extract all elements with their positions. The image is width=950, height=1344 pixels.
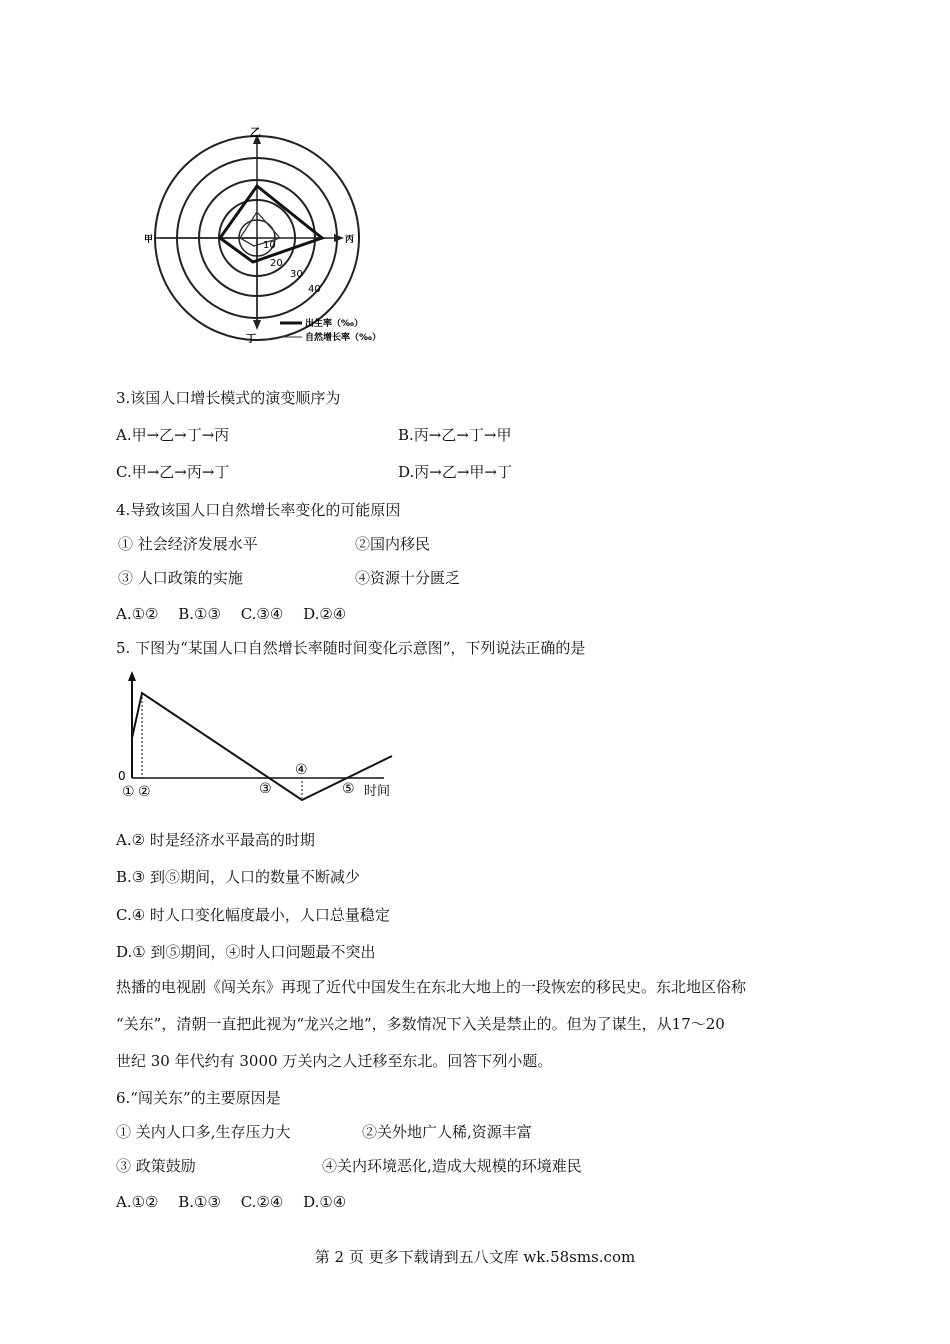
q6-item-3: ③ 政策鼓励: [116, 1157, 196, 1175]
chart-point-4: ④: [295, 762, 308, 778]
q5-option-a: A.② 时是经济水平最高的时期: [116, 831, 315, 849]
ring-label-10: 10: [263, 240, 276, 251]
q6-stem: 6.“闯关东”的主要原因是: [116, 1089, 281, 1107]
dir-right-label: 丙: [345, 235, 355, 245]
chart-xlabel: 时间: [364, 784, 391, 799]
q4-stem: 4.导致该国人口自然增长率变化的可能原因: [116, 501, 401, 519]
legend-natural-growth: 自然增长率（‰）: [305, 333, 381, 343]
q6-item-1: ① 关内人口多,生存压力大: [116, 1123, 291, 1141]
passage-line-3: 世纪 30 年代约有 3000 万关内之人迁移至东北。回答下列小题。: [116, 1052, 553, 1070]
ring-label-30: 30: [290, 269, 303, 280]
chart-point-3: ③: [259, 781, 272, 797]
ring-label-20: 20: [270, 258, 283, 269]
q4-item-4: ④资源十分匮乏: [355, 569, 461, 587]
q4-item-1: ① 社会经济发展水平: [118, 535, 258, 553]
q4-options: A.①② B.①③ C.③④ D.②④: [116, 605, 347, 623]
ring-label-40: 40: [308, 284, 321, 295]
chart-point-2: ②: [138, 784, 151, 800]
q5-option-b: B.③ 到⑤期间，人口的数量不断减少: [116, 868, 361, 886]
dir-left-label: 甲: [144, 235, 154, 245]
q4-item-2: ②国内移民: [355, 535, 431, 553]
q5-option-d: D.① 到⑤期间，④时人口问题最不突出: [116, 943, 376, 961]
passage-line-2: “关东”，清朝一直把此视为“龙兴之地”，多数情况下入关是禁止的。但为了谋生，从17～20: [116, 1015, 725, 1033]
q6-options: A.①② B.①③ C.②④ D.①④: [116, 1193, 347, 1211]
q3-option-b: B.丙→乙→丁→甲: [398, 426, 512, 444]
chart-point-5: ⑤: [342, 781, 355, 797]
q3-stem: 3.该国人口增长模式的演变顺序为: [116, 389, 341, 407]
page-footer: 第 2 页 更多下载请到五八文库 wk.58sms.com: [314, 1248, 636, 1266]
chart-point-1: ①: [122, 784, 135, 800]
dir-bottom-label: 丁: [246, 334, 256, 345]
growth-rate-chart: [112, 668, 412, 808]
q3-option-d: D.丙→乙→甲→丁: [398, 463, 512, 481]
q3-option-a: A.甲→乙→丁→丙: [116, 426, 230, 444]
q3-option-c: C.甲→乙→丙→丁: [116, 463, 230, 481]
population-circle-diagram: [130, 120, 410, 360]
q5-stem: 5. 下图为“某国人口自然增长率随时间变化示意图”，下列说法正确的是: [116, 639, 586, 657]
q4-item-3: ③ 人口政策的实施: [118, 569, 243, 587]
q6-item-4: ④关内环境恶化,造成大规模的环境难民: [322, 1157, 582, 1175]
chart-zero-label: 0: [118, 769, 126, 783]
passage-line-1: 热播的电视剧《闯关东》再现了近代中国发生在东北大地上的一段恢宏的移民史。东北地区俗称: [116, 978, 747, 996]
q6-item-2: ②关外地广人稀,资源丰富: [362, 1123, 532, 1141]
dir-top-label: 乙: [250, 126, 261, 139]
q5-option-c: C.④ 时人口变化幅度最小，人口总量稳定: [116, 906, 390, 924]
legend-birth-rate: 出生率（‰）: [305, 319, 363, 329]
